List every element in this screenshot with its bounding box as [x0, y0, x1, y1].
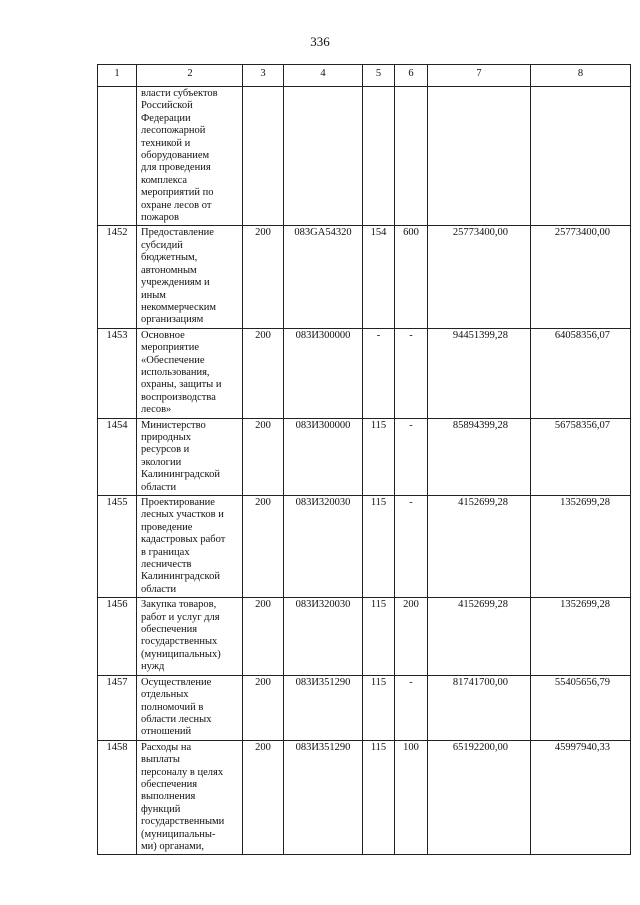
- row-number: 1455: [98, 496, 137, 598]
- row-code: [284, 87, 363, 226]
- row-col6: 100: [395, 740, 428, 855]
- row-amount-1: [428, 87, 531, 226]
- row-col5: 115: [363, 598, 395, 675]
- row-amount-2: 45997940,33: [531, 740, 631, 855]
- page-number: 336: [310, 34, 330, 49]
- row-col5: 115: [363, 740, 395, 855]
- row-code: 083И320030: [284, 598, 363, 675]
- row-amount-1: 81741700,00: [428, 675, 531, 740]
- row-col3: [243, 87, 284, 226]
- table-row: [98, 598, 631, 675]
- header-col-8: 8: [531, 65, 631, 87]
- row-col6: -: [395, 418, 428, 495]
- row-amount-2: 1352699,28: [531, 598, 631, 675]
- header-col-1: 1: [98, 65, 137, 87]
- row-name: Закупка товаров, работ и услуг для обеспечения государственных (муниципальных) нужд: [137, 598, 243, 675]
- row-col5: 115: [363, 675, 395, 740]
- table-row: [98, 496, 631, 598]
- header-col-2: 2: [137, 65, 243, 87]
- row-number: 1454: [98, 418, 137, 495]
- row-col3: 200: [243, 328, 284, 418]
- row-amount-1: 4152699,28: [428, 496, 531, 598]
- row-col3: 200: [243, 226, 284, 328]
- row-amount-1: 65192200,00: [428, 740, 531, 855]
- row-name: Предоставление субсидий бюджетным, автономным учреждениям и иным некоммерческим организациям: [137, 226, 243, 328]
- header-row: [98, 65, 631, 87]
- row-col3: 200: [243, 675, 284, 740]
- row-number: 1458: [98, 740, 137, 855]
- row-col5: 115: [363, 418, 395, 495]
- row-name: Основное мероприятие «Обеспечение использования, охраны, защиты и воспроизводства лесов»: [137, 328, 243, 418]
- row-name: Министерство природных ресурсов и экологии Калининградской области: [137, 418, 243, 495]
- row-amount-2: [531, 87, 631, 226]
- table-row: [98, 226, 631, 328]
- row-amount-1: 4152699,28: [428, 598, 531, 675]
- header-col-4: 4: [284, 65, 363, 87]
- table-row: [98, 740, 631, 855]
- row-code: 083И300000: [284, 418, 363, 495]
- header-col-6: 6: [395, 65, 428, 87]
- row-col3: 200: [243, 740, 284, 855]
- row-amount-2: 1352699,28: [531, 496, 631, 598]
- header-col-5: 5: [363, 65, 395, 87]
- row-col5: 115: [363, 496, 395, 598]
- row-col5: -: [363, 328, 395, 418]
- row-number: 1457: [98, 675, 137, 740]
- row-col6: -: [395, 675, 428, 740]
- row-name: Проектирование лесных участков и проведение кадастровых работ в границах лесничеств Калининградской области: [137, 496, 243, 598]
- row-name: Осуществление отдельных полномочий в области лесных отношений: [137, 675, 243, 740]
- row-amount-2: 64058356,07: [531, 328, 631, 418]
- budget-table: [97, 64, 631, 855]
- row-col6: [395, 87, 428, 226]
- row-number: 1453: [98, 328, 137, 418]
- header-col-7: 7: [428, 65, 531, 87]
- table-row: [98, 87, 631, 226]
- row-code: 083И320030: [284, 496, 363, 598]
- row-code: 083И351290: [284, 740, 363, 855]
- row-code: 083И300000: [284, 328, 363, 418]
- row-amount-1: 25773400,00: [428, 226, 531, 328]
- row-name: Расходы на выплаты персоналу в целях обеспечения выполнения функций государственными (муниципальны- ми) органами,: [137, 740, 243, 855]
- table-row: [98, 328, 631, 418]
- row-amount-2: 55405656,79: [531, 675, 631, 740]
- row-code: 083GA54320: [284, 226, 363, 328]
- row-amount-1: 94451399,28: [428, 328, 531, 418]
- row-col5: 154: [363, 226, 395, 328]
- table-row: [98, 418, 631, 495]
- row-amount-1: 85894399,28: [428, 418, 531, 495]
- row-name: власти субъектов Российской Федерации лесопожарной техникой и оборудованием для проведения комплекса мероприятий по охране лесов от пожаров: [137, 87, 243, 226]
- row-number: 1452: [98, 226, 137, 328]
- row-amount-2: 25773400,00: [531, 226, 631, 328]
- header-col-3: 3: [243, 65, 284, 87]
- row-code: 083И351290: [284, 675, 363, 740]
- row-amount-2: 56758356,07: [531, 418, 631, 495]
- row-col6: 600: [395, 226, 428, 328]
- table-row: [98, 675, 631, 740]
- row-col5: [363, 87, 395, 226]
- row-number: [98, 87, 137, 226]
- row-col3: 200: [243, 418, 284, 495]
- row-col6: -: [395, 328, 428, 418]
- row-col3: 200: [243, 598, 284, 675]
- row-number: 1456: [98, 598, 137, 675]
- row-col6: -: [395, 496, 428, 598]
- row-col3: 200: [243, 496, 284, 598]
- row-col6: 200: [395, 598, 428, 675]
